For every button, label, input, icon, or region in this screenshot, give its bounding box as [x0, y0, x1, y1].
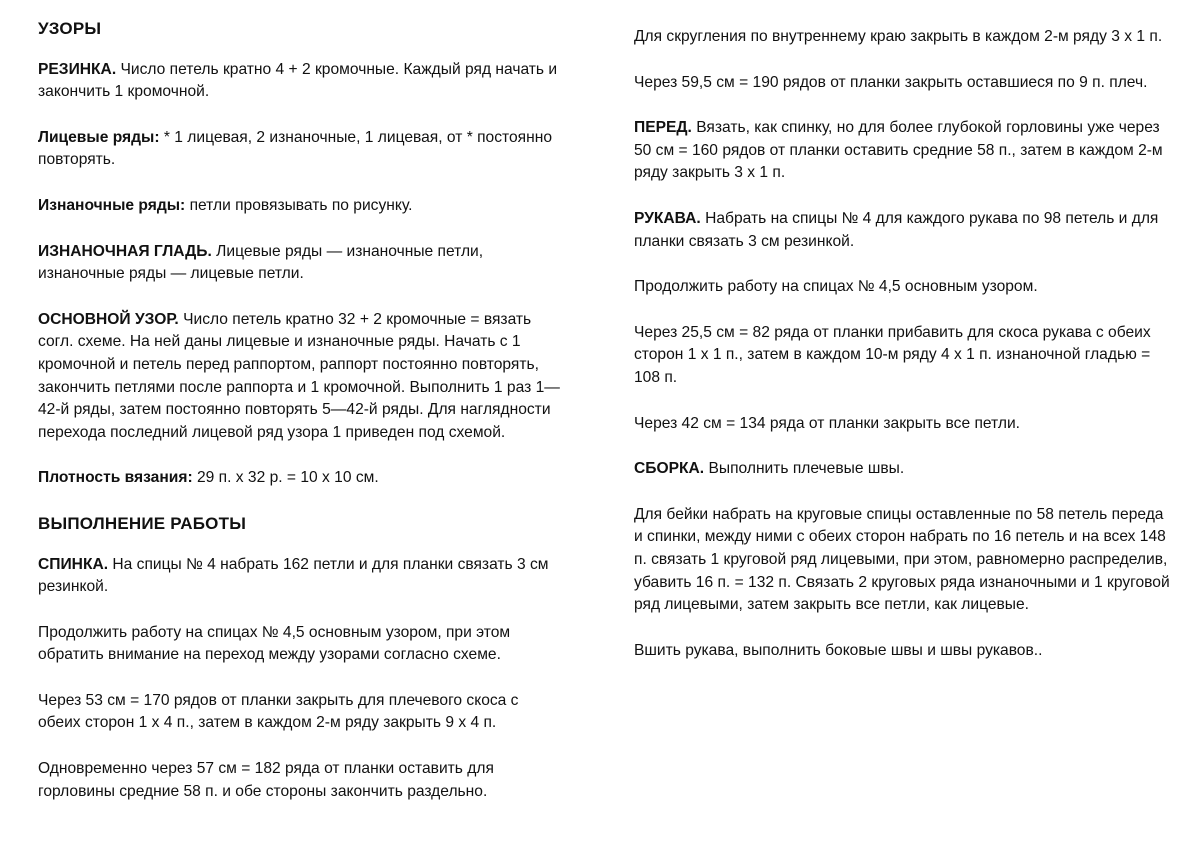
right-side-rows-lead: Лицевые ряды: — [38, 128, 160, 146]
right-side-rows-paragraph — [38, 127, 563, 172]
assembly-text: Выполнить плечевые швы. — [704, 460, 905, 478]
sleeves-lead: РУКАВА. — [634, 209, 701, 227]
back-paragraph — [38, 554, 563, 599]
sleeves-paragraph — [634, 208, 1174, 253]
right-side-rows-text: * 1 лицевая, 2 изнаночные, 1 лицевая, от * постоянно повторять. — [38, 128, 553, 169]
left-column — [38, 18, 563, 826]
front-lead: ПЕРЕД. — [634, 119, 692, 137]
gauge-paragraph — [38, 467, 563, 490]
sleeves-continue-paragraph: Продолжить работу на спицах № 4,5 основным узором. — [634, 278, 1038, 296]
assembly-lead: СБОРКА. — [634, 460, 705, 478]
main-pattern-text: Число петель кратно 32 + 2 кромочные = вязать согл. схеме. На ней даны лицевые и изнаночные ряды. Начать с 1 кромочной и петель перед раппортом, раппорт постоянно повторять, закончить петлями после раппорта и 1 кромочной. Выполнить 1 раз 1—42-й ряды, затем постоянно повторять 5—42-й ряды. Для наглядности перехода последний лицевой ряд узора 1 приведен под схемой. — [38, 310, 560, 441]
right-column — [634, 26, 1174, 685]
patterns-heading: УЗОРЫ — [38, 19, 102, 38]
shoulder-slope-paragraph: Через 53 см = 170 рядов от планки закрыть для плечевого скоса с обеих сторон 1 х 4 п., затем в каждом 2-м ряду закрыть 9 х 4 п. — [38, 691, 519, 732]
main-pattern-paragraph — [38, 309, 563, 445]
back-continue-paragraph: Продолжить работу на спицах № 4,5 основным узором, при этом обратить внимание на переход между узорами согласно схеме. — [38, 623, 511, 664]
wrong-side-rows-paragraph — [38, 195, 563, 218]
sleeve-bindoff-paragraph: Через 42 см = 134 ряда от планки закрыть все петли. — [634, 414, 1020, 432]
reverse-stockinette-paragraph — [38, 241, 563, 286]
back-text: На спицы № 4 набрать 162 петли и для планки связать 3 см резинкой. — [38, 555, 549, 596]
finishing-paragraph: Вшить рукава, выполнить боковые швы и швы рукавов.. — [634, 641, 1043, 659]
wrong-side-rows-lead: Изнаночные ряды: — [38, 196, 186, 214]
sleeves-text: Набрать на спицы № 4 для каждого рукава по 98 петель и для планки связать 3 см резинкой. — [634, 209, 1159, 250]
reverse-stockinette-text: Лицевые ряды — изнаночные петли, изнаночные ряды — лицевые петли. — [38, 242, 484, 283]
shoulder-bindoff-paragraph: Через 59,5 см = 190 рядов от планки закрыть оставшиеся по 9 п. плеч. — [634, 73, 1148, 91]
rounding-paragraph: Для скругления по внутреннему краю закрыть в каждом 2-м ряду 3 х 1 п. — [634, 28, 1163, 45]
sleeve-increase-paragraph: Через 25,5 см = 82 ряда от планки прибавить для скоса рукава с обеих сторон 1 х 1 п., затем в каждом 10-м ряду 4 х 1 п. изнаночной гладью = 108 п. — [634, 323, 1151, 386]
gauge-text: 29 п. х 32 р. = 10 х 10 см. — [192, 469, 379, 487]
gauge-lead: Плотность вязания: — [38, 469, 193, 487]
work-heading: ВЫПОЛНЕНИЕ РАБОТЫ — [38, 513, 247, 533]
rib-paragraph — [38, 59, 563, 104]
front-paragraph — [634, 117, 1174, 185]
front-text: Вязать, как спинку, но для более глубокой горловины уже через 50 см = 160 рядов от планки оставить средние 58 п., затем в каждом 2-м ряду закрыть 3 х 1 п. — [634, 119, 1163, 182]
assembly-paragraph — [634, 458, 1174, 481]
back-lead: СПИНКА. — [38, 555, 109, 573]
reverse-stockinette-lead: ИЗНАНОЧНАЯ ГЛАДЬ. — [38, 242, 212, 260]
rib-lead: РЕЗИНКА. — [38, 60, 117, 78]
wrong-side-rows-text: петли провязывать по рисунку. — [185, 196, 413, 214]
neckline-paragraph: Одновременно через 57 см = 182 ряда от планки оставить для горловины средние 58 п. и обе стороны закончить раздельно. — [38, 760, 494, 800]
neckband-paragraph: Для бейки набрать на круговые спицы оставленные по 58 петель переда и спинки, между ними с обеих сторон набрать по 16 петель и на всех 148 п. связать 1 круговой ряд лицевыми, при этом, равномерно распределив, убавить 16 п. = 132 п. Связать 2 круговых ряда изнаночными и 1 круговой ряд лицевыми, затем закрыть все петли, как лицевые. — [634, 505, 1170, 614]
main-pattern-lead: ОСНОВНОЙ УЗОР. — [38, 310, 179, 328]
rib-text: Число петель кратно 4 + 2 кромочные. Каждый ряд начать и закончить 1 кромочной. — [38, 60, 558, 101]
